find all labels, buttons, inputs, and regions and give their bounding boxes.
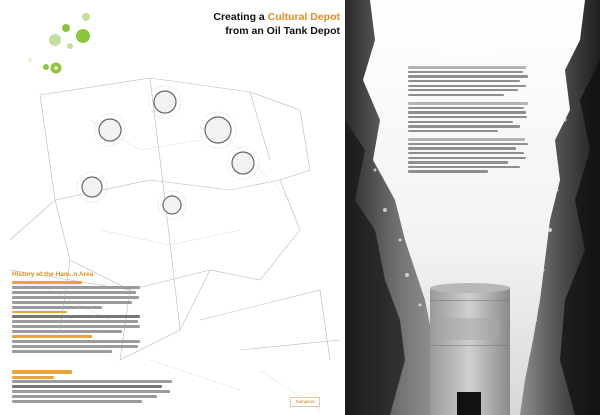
tank-rings — [82, 91, 254, 214]
history-section — [12, 270, 140, 353]
history-subheading-3 — [12, 335, 140, 338]
right-panel — [345, 0, 600, 415]
story-section — [408, 44, 528, 173]
challenge-section — [12, 368, 152, 379]
signature-label: Sampson — [290, 397, 320, 407]
history-subheading — [12, 281, 140, 284]
site-map — [0, 30, 345, 415]
challenge-text — [12, 378, 172, 403]
history-title: History of the Ham..n Area — [12, 271, 94, 278]
title-accent: Cultural Depot — [267, 11, 340, 23]
story-title-line-2: the Pieve Oil Depot — [438, 52, 498, 59]
story-title-line-1: Understanding the story of — [426, 44, 510, 51]
title-line-2: from an Oil Tank Depot — [225, 25, 340, 37]
history-subheading-2 — [12, 311, 140, 314]
poster-title — [185, 10, 340, 38]
title-prefix: Creating a — [213, 11, 268, 23]
